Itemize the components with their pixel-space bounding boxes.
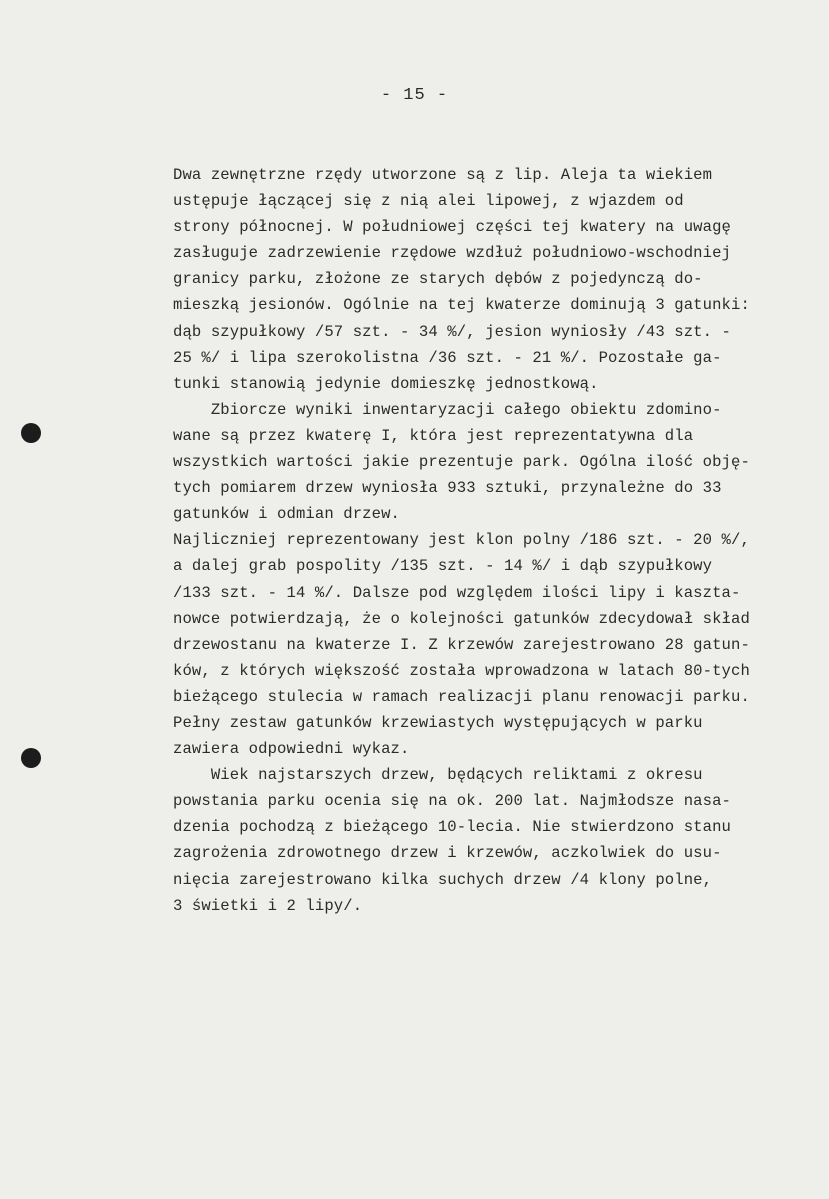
punch-hole-top [21,423,41,443]
page-number: - 15 - [380,86,449,105]
text-line: 3 świetki i 2 lipy/. [173,896,363,915]
text-line: Najliczniej reprezentowany jest klon polny /186 szt. - 20 %/, [173,531,750,550]
body-text [173,162,813,919]
text-line: drzewostanu na kwaterze I. Z krzewów zarejestrowano 28 gatun- [173,635,750,654]
text-line: wszystkich wartości jakie prezentuje park. Ogólna ilość obję- [173,453,750,472]
punch-hole-bottom [21,748,41,768]
text-line: zasługuje zadrzewienie rzędowe wzdłuż południowo-wschodniej [173,244,732,263]
text-line: ków, z których większość została wprowadzona w latach 80-tych [173,661,750,680]
text-line: a dalej grab pospolity /135 szt. - 14 %/ i dąb szypułkowy [173,557,713,576]
text-line: dzenia pochodzą z bieżącego 10-lecia. Nie stwierdzono stanu [173,818,732,837]
text-line: granicy parku, złożone ze starych dębów z pojedynczą do- [173,270,703,289]
text-line: bieżącego stulecia w ramach realizacji planu renowacji parku. [173,687,750,706]
text-line: strony północnej. W południowej części tej kwatery na uwagę [173,218,732,237]
text-line: tunki stanowią jedynie domieszkę jednostkową. [173,374,599,393]
text-line: ustępuje łączącej się z nią alei lipowej, z wjazdem od [173,192,684,211]
text-line: Wiek najstarszych drzew, będących reliktami z okresu [173,766,703,785]
text-line: nięcia zarejestrowano kilka suchych drzew /4 klony polne, [173,870,713,889]
text-line: tych pomiarem drzew wyniosła 933 sztuki, przynależne do 33 [173,479,722,498]
text-line: zawiera odpowiedni wykaz. [173,740,410,759]
text-line: nowce potwierdzają, że o kolejności gatunków zdecydował skład [173,609,750,628]
text-line: 25 %/ i lipa szerokolistna /36 szt. - 21 %/. Pozostałe ga- [173,348,722,367]
text-line: mieszką jesionów. Ogólnie na tej kwaterze dominują 3 gatunki: [173,296,750,315]
text-line: gatunków i odmian drzew. [173,505,400,524]
text-line: powstania parku ocenia się na ok. 200 lat. Najmłodsze nasa- [173,792,732,811]
text-line: Dwa zewnętrzne rzędy utworzone są z lip. Aleja ta wiekiem [173,166,713,184]
text-line: dąb szypułkowy /57 szt. - 34 %/, jesion wyniosły /43 szt. - [173,322,732,341]
text-line: /133 szt. - 14 %/. Dalsze pod względem ilości lipy i kaszta- [173,583,741,602]
text-line: wane są przez kwaterę I, która jest reprezentatywna dla [173,426,694,445]
text-line: Zbiorcze wyniki inwentaryzacji całego obiektu zdomino- [173,400,722,419]
text-line: Pełny zestaw gatunków krzewiastych występujących w parku [173,713,703,732]
text-line: zagrożenia zdrowotnego drzew i krzewów, aczkolwiek do usu- [173,844,722,863]
